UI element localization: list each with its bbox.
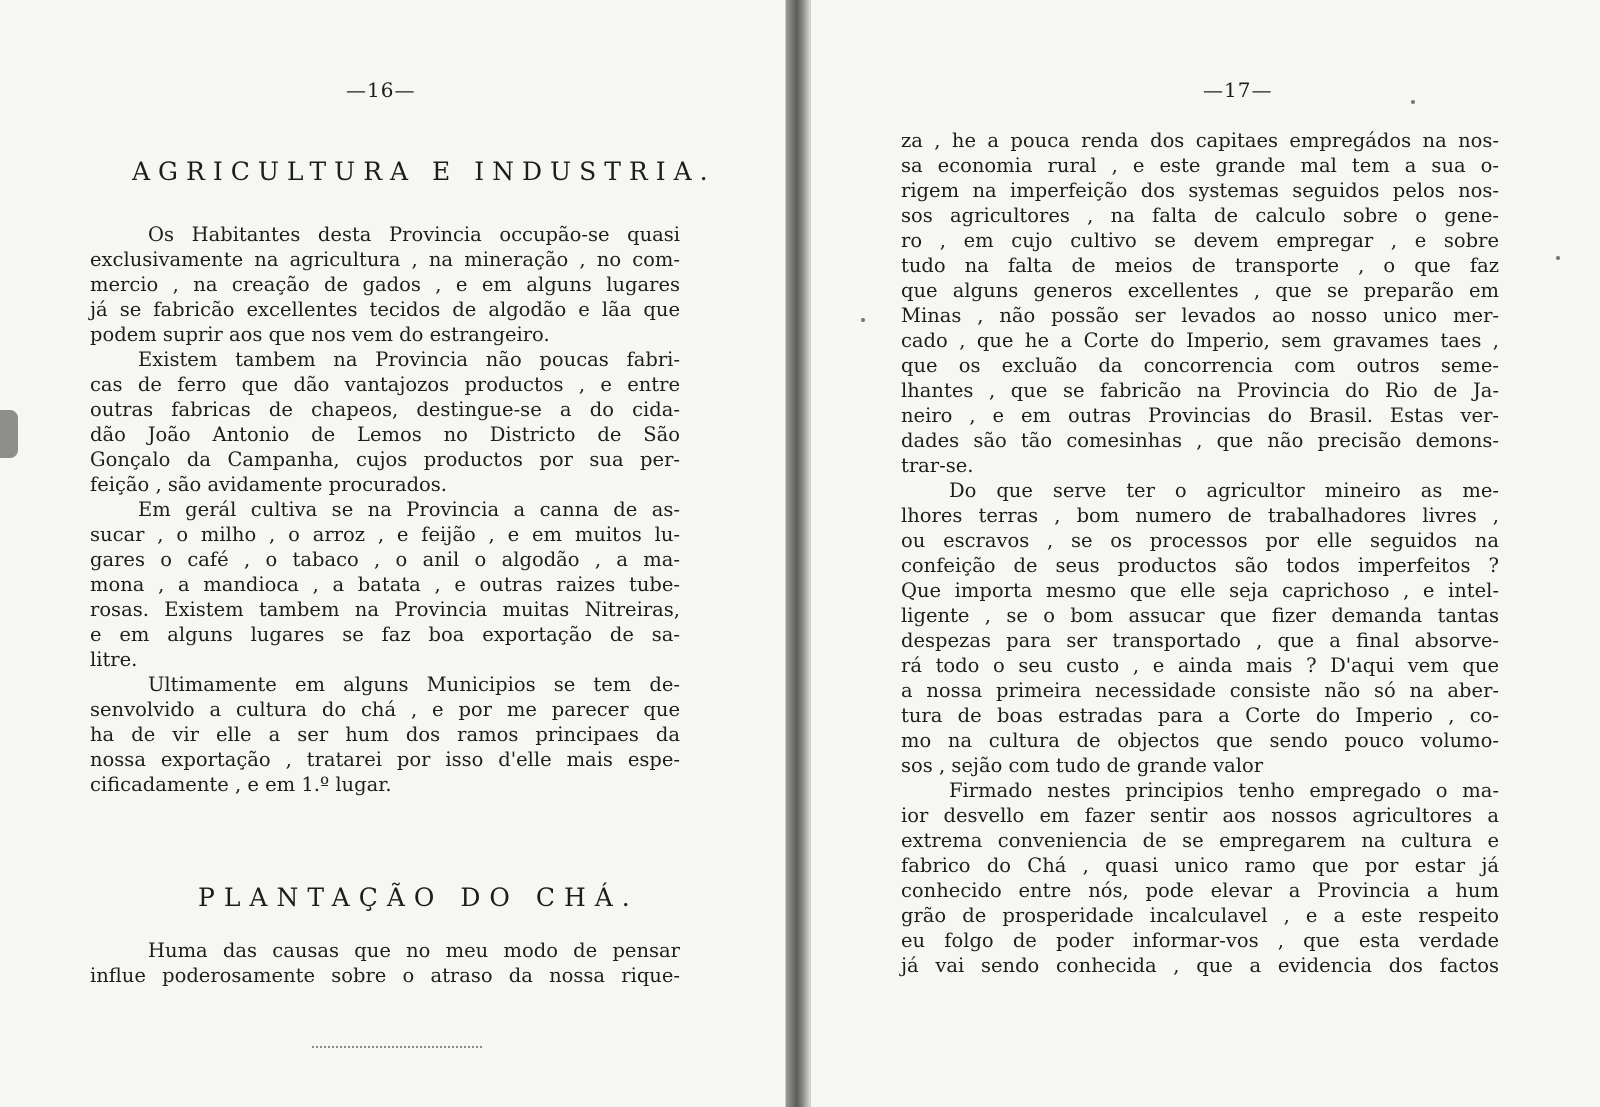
text-line: já vai sendo conhecida , que a evidencia dos factos — [901, 954, 1499, 977]
text-line: nossa exportação , tratarei por isso d'elle mais espe- — [90, 748, 680, 771]
text-line: mona , a mandioca , a batata , e outras raizes tube- — [90, 573, 680, 596]
text-line: rigem na imperfeição dos systemas seguidos pelos nos- — [901, 179, 1499, 202]
text-line: influe poderosamente sobre o atraso da nossa rique- — [90, 964, 680, 987]
text-line: Do que serve ter o agricultor mineiro as me- — [949, 479, 1499, 502]
bottom-rule — [312, 1046, 482, 1049]
text-line: que alguns generos excellentes , que se preparão em — [901, 279, 1499, 302]
text-line: za , he a pouca renda dos capitaes empregádos na nos- — [901, 129, 1499, 152]
page-body-text — [901, 128, 1499, 978]
text-line: grão de prosperidade incalculavel , e a este respeito — [901, 904, 1499, 927]
text-line: lhantes , que se fabricão na Provincia do Rio de Ja- — [901, 379, 1499, 402]
text-line: que os excluão da concorrencia com outros seme- — [901, 354, 1499, 377]
text-line: despezas para ser transportado , que a final absorve- — [901, 629, 1499, 652]
text-line: já se fabricão excellentes tecidos de algodão e lãa que — [90, 298, 680, 321]
text-line: Os Habitantes desta Provincia occupão-se quasi — [148, 223, 680, 246]
text-line: ior desvello em fazer sentir aos nossos agricultores a — [901, 804, 1499, 827]
text-line: rá todo o seu custo , e ainda mais ? D'aqui vem que — [901, 654, 1499, 677]
text-line: e em alguns lugares se faz boa exportação de sa- — [90, 623, 680, 646]
text-line: tudo na falta de meios de transporte , o que faz — [901, 254, 1499, 277]
paper-speck — [1556, 256, 1560, 260]
text-line: a nossa primeira necessidade consiste não só na aber- — [901, 679, 1499, 702]
subsection-body-text — [90, 938, 680, 988]
text-line: cas de ferro que dão vantajozos productos , e entre — [90, 373, 680, 396]
text-line: Existem tambem na Provincia não poucas fabri- — [138, 348, 680, 371]
text-line: sos , sejão com tudo de grande valor — [901, 754, 1264, 777]
text-line: cado , que he a Corte do Imperio, sem gravames taes , — [901, 329, 1499, 352]
text-line: mercio , na creação de gados , e em alguns lugares — [90, 273, 680, 296]
text-line: confeição de seus productos são todos imperfeitos ? — [901, 554, 1499, 577]
page-number-value: 16 — [367, 78, 395, 102]
text-line: senvolvido a cultura do chá , e por me parecer que — [90, 698, 680, 721]
text-line: trar-se. — [901, 454, 974, 477]
text-line: Huma das causas que no meu modo de pensar — [148, 939, 680, 962]
text-line: Firmado nestes principios tenho empregado o ma- — [949, 779, 1499, 802]
text-line: sucar , o milho , o arroz , e feijão , e em muitos lu- — [90, 523, 680, 546]
section-heading: AGRICULTURA E INDUSTRIA. — [132, 156, 716, 186]
text-line: conhecido entre nós, pode elevar a Provincia a hum — [901, 879, 1499, 902]
paper-speck — [861, 318, 865, 322]
text-line: mo na cultura de objectos que sendo pouco volumo- — [901, 729, 1499, 752]
text-line: litre. — [90, 648, 138, 671]
text-line: tura de boas estradas para a Corte do Imperio , co- — [901, 704, 1499, 727]
text-line: dades são tão comesinhas , que não precisão demons- — [901, 429, 1499, 452]
page-number — [1203, 78, 1272, 102]
text-line: rosas. Existem tambem na Provincia muitas Nitreiras, — [90, 598, 680, 621]
text-line: ligente , se o bom assucar que fizer demanda tantas — [901, 604, 1499, 627]
text-line: ha de vir elle a ser hum dos ramos principaes da — [90, 723, 680, 746]
text-line: podem suprir aos que nos vem do estrangeiro. — [90, 323, 550, 346]
subsection-heading: PLANTAÇÃO DO CHÁ. — [198, 882, 639, 912]
text-line: ro , em cujo cultivo se devem empregar , e sobre — [901, 229, 1499, 252]
right-page — [810, 0, 1600, 1107]
page-edge-mark — [0, 410, 18, 458]
text-line: eu folgo de poder informar-vos , que esta verdade — [901, 929, 1499, 952]
text-line: exclusivamente na agricultura , na mineração , no com- — [90, 248, 680, 271]
page-number — [346, 78, 415, 102]
book-gutter — [786, 0, 810, 1107]
page-number-value: 17 — [1224, 78, 1252, 102]
text-line: cificadamente , e em 1.º lugar. — [90, 773, 392, 796]
text-line: outras fabricas de chapeos, destingue-se a do cida- — [90, 398, 680, 421]
text-line: ou escravos , se os processos por elle seguidos na — [901, 529, 1499, 552]
text-line: gares o café , o tabaco , o anil o algodão , a ma- — [90, 548, 680, 571]
folio-dash-left: — — [346, 78, 367, 102]
text-line: lhores terras , bom numero de trabalhadores livres , — [901, 504, 1499, 527]
text-line: Minas , não possão ser levados ao nosso unico mer- — [901, 304, 1499, 327]
text-line: sos agricultores , na falta de calculo sobre o gene- — [901, 204, 1499, 227]
paper-speck — [1411, 100, 1415, 104]
text-line: Gonçalo da Campanha, cujos productos por sua per- — [90, 448, 680, 471]
text-line: fabrico do Chá , quasi unico ramo que por estar já — [901, 854, 1499, 877]
left-page — [0, 0, 786, 1107]
folio-dash-left: — — [1203, 78, 1224, 102]
text-line: Ultimamente em alguns Municipios se tem de- — [148, 673, 680, 696]
text-line: dão João Antonio de Lemos no Districto de São — [90, 423, 680, 446]
text-line: sa economia rural , e este grande mal tem a sua o- — [901, 154, 1499, 177]
text-line: extrema conveniencia de se empregarem na cultura e — [901, 829, 1499, 852]
text-line: Que importa mesmo que elle seja caprichoso , e intel- — [901, 579, 1499, 602]
section-body-text — [90, 222, 680, 797]
text-line: Em gerál cultiva se na Provincia a canna de as- — [138, 498, 680, 521]
text-line: neiro , e em outras Provincias do Brasil. Estas ver- — [901, 404, 1499, 427]
text-line: feição , são avidamente procurados. — [90, 473, 447, 496]
folio-dash-right: — — [1251, 78, 1273, 102]
folio-dash-right: — — [394, 78, 416, 102]
